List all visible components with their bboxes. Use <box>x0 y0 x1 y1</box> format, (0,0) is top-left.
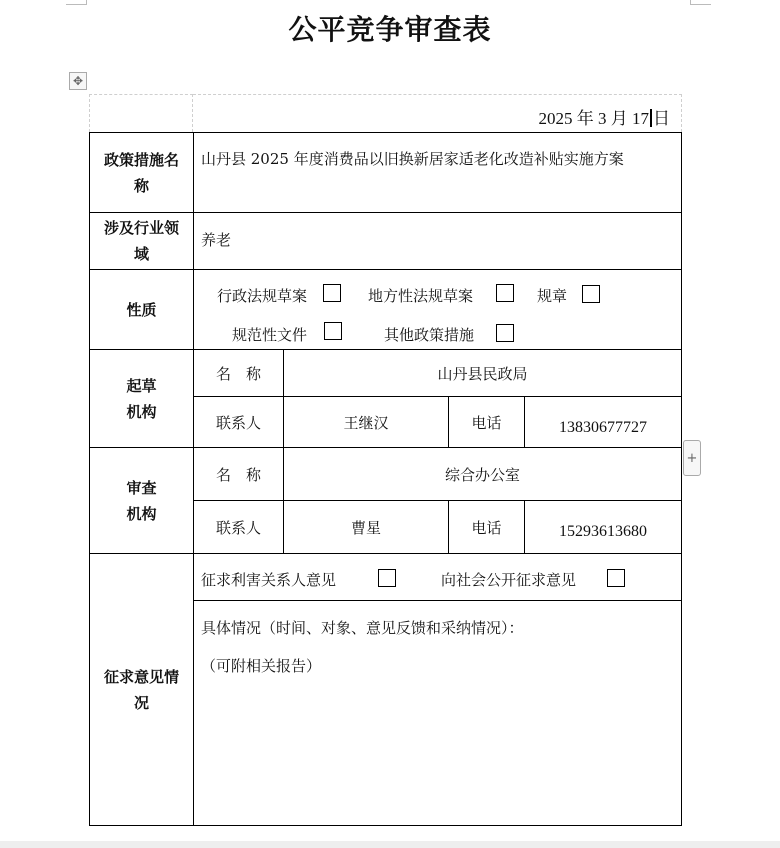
option-rules-checkbox[interactable] <box>582 285 600 303</box>
drafting-name-label: 名 称 <box>215 364 261 383</box>
page-corner-mark-right <box>690 0 711 5</box>
drafting-org-label-cell <box>90 350 193 447</box>
option-admin-regulation-draft-checkbox[interactable] <box>323 284 341 302</box>
plus-icon: + <box>686 450 698 466</box>
drafting-name-value[interactable]: 山丹县民政局 <box>437 364 528 383</box>
page-title: 公平竞争审查表 <box>288 13 492 46</box>
option-normative-document-checkbox[interactable] <box>324 322 342 340</box>
option-normative-document-label: 规范性文件 <box>232 326 308 344</box>
option-other-policy-label: 其他政策措施 <box>384 326 475 344</box>
bottom-scroll-area <box>0 841 780 848</box>
nature-label: 性质 <box>126 300 157 319</box>
move-icon: ✥ <box>72 74 84 88</box>
table-move-handle[interactable] <box>69 72 87 90</box>
review-contact-label: 联系人 <box>215 518 261 537</box>
drafting-phone-label: 电话 <box>471 413 502 432</box>
review-org-label-cell <box>90 448 193 553</box>
drafting-org-label-line1: 起草 <box>126 376 157 395</box>
review-org-label-line2: 机构 <box>126 504 157 523</box>
option-admin-regulation-draft-label: 行政法规草案 <box>217 287 308 305</box>
drafting-contact-value[interactable]: 王继汉 <box>343 413 389 432</box>
review-name-label: 名 称 <box>215 465 261 484</box>
add-row-handle[interactable] <box>683 440 701 476</box>
text-cursor <box>650 109 652 127</box>
review-org-label-line1: 审查 <box>126 478 157 497</box>
page-corner-mark-left <box>66 0 87 5</box>
nature-label-cell <box>90 270 193 349</box>
industry-label-cell <box>90 213 193 269</box>
drafting-org-label-line2: 机构 <box>126 402 157 421</box>
review-phone-label: 电话 <box>471 518 502 537</box>
policy-name-label-cell <box>90 133 193 212</box>
drafting-contact-label: 联系人 <box>215 413 261 432</box>
policy-name-value[interactable]: 山丹县 2025 年度消费品以旧换新居家适老化改造补贴实施方案 <box>201 150 624 168</box>
industry-label: 涉及行业领域 <box>103 219 179 263</box>
opinion-label: 征求意见情况 <box>103 667 179 712</box>
sub-row-divider <box>193 600 682 601</box>
opinion-attach-note[interactable]: （可附相关报告） <box>201 657 322 675</box>
opinion-stakeholder-label: 征求利害关系人意见 <box>201 571 337 589</box>
opinion-label-cell <box>90 554 193 825</box>
date-day-char: 日 <box>653 109 670 128</box>
table-border-right <box>681 132 682 826</box>
option-rules-label: 规章 <box>537 287 568 305</box>
review-phone-value[interactable]: 15293613680 <box>559 523 647 540</box>
table-border-bottom <box>89 825 682 826</box>
option-local-regulation-draft-checkbox[interactable] <box>496 284 514 302</box>
industry-value[interactable]: 养老 <box>201 231 232 249</box>
opinion-public-checkbox[interactable] <box>607 569 625 587</box>
option-other-policy-checkbox[interactable] <box>496 324 514 342</box>
opinion-stakeholder-checkbox[interactable] <box>378 569 396 587</box>
date-text: 2025 年 3 月 17 <box>538 109 649 128</box>
option-local-regulation-draft-label: 地方性法规草案 <box>368 287 474 305</box>
date-row-left-cell <box>89 94 193 132</box>
opinion-details-label[interactable]: 具体情况（时间、对象、意见反馈和采纳情况）： <box>201 619 524 637</box>
date-line[interactable] <box>539 104 671 129</box>
policy-name-label: 政策措施名称 <box>103 150 179 195</box>
review-name-value[interactable]: 综合办公室 <box>444 465 520 484</box>
review-contact-value[interactable]: 曹星 <box>350 518 381 537</box>
opinion-public-label: 向社会公开征求意见 <box>441 571 577 589</box>
drafting-phone-value[interactable]: 13830677727 <box>559 419 647 436</box>
